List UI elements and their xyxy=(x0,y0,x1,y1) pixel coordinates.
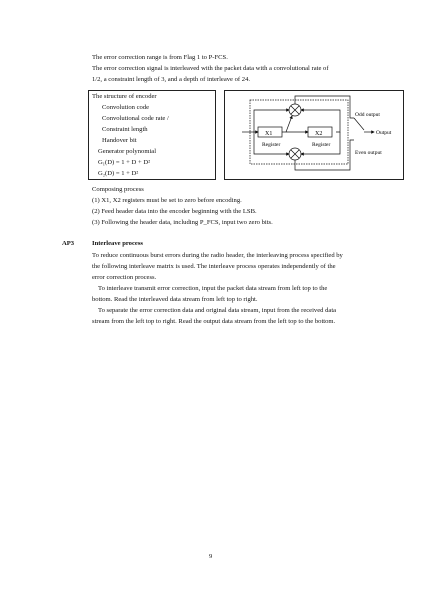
generator-polynomial-g1: G₁(D) = 1 + D + D² xyxy=(98,159,151,166)
paragraph-line: To reduce continuous burst errors during the radio header, the interleaving process specified by xyxy=(92,252,343,259)
register-label-1: Register xyxy=(262,142,281,148)
paragraph-line: bottom. Read the interleaved data stream from left top to right. xyxy=(92,296,258,303)
paragraph-line: To interleave transmit error correction, input the packet data stream from left top to the xyxy=(98,285,328,292)
intro-line-3: 1/2, a constraint length of 3, and a depth of interleave of 24. xyxy=(92,76,251,83)
register-label-2: Register xyxy=(312,142,331,148)
x1-label: X1 xyxy=(265,131,273,137)
section-number: AP3 xyxy=(62,240,75,247)
structure-item: Handover bit xyxy=(102,137,137,144)
intro-line-2: The error correction signal is interleaved with the packet data with a convolutional rate of xyxy=(92,65,329,72)
composing-step: (3) Following the header data, including P_FCS, input two zero bits. xyxy=(92,219,273,226)
output-switch xyxy=(354,118,364,130)
paragraph-line: To separate the error correction data and original data stream, input from the received data xyxy=(98,307,337,314)
structure-title: The structure of encoder xyxy=(92,93,157,100)
section-title: Interleave process xyxy=(92,240,143,247)
composing-step: (1) X1, X2 registers must be set to zero before encoding. xyxy=(92,197,242,204)
intro-line-1: The error correction range is from Flag 1 to P-FCS. xyxy=(92,54,228,61)
generator-polynomial-g2: G₂(D) = 1 + D² xyxy=(98,170,139,177)
odd-output-label: Odd output xyxy=(355,112,380,118)
even-output-label: Even output xyxy=(355,150,382,156)
structure-item: Constraint length xyxy=(102,126,148,133)
output-label: Output xyxy=(376,130,392,136)
x2-label: X2 xyxy=(315,131,323,137)
structure-item: Convolutional code rate / xyxy=(102,115,169,122)
encoder-diagram xyxy=(224,90,404,180)
paragraph-line: the following interleave matrix is used. The interleave process operates independently of the xyxy=(92,263,336,270)
structure-item: Generator polynomial xyxy=(98,148,157,155)
paragraph-line: stream from the left top to right. Read the output data stream from the left top to the bottom. xyxy=(92,318,336,325)
page-number: 9 xyxy=(209,553,213,560)
composing-step: (2) Feed header data into the encoder beginning with the LSB. xyxy=(92,208,257,215)
paragraph-line: error correction process. xyxy=(92,274,157,281)
structure-item: Convolution code xyxy=(102,104,150,111)
composing-title: Composing process xyxy=(92,186,144,193)
